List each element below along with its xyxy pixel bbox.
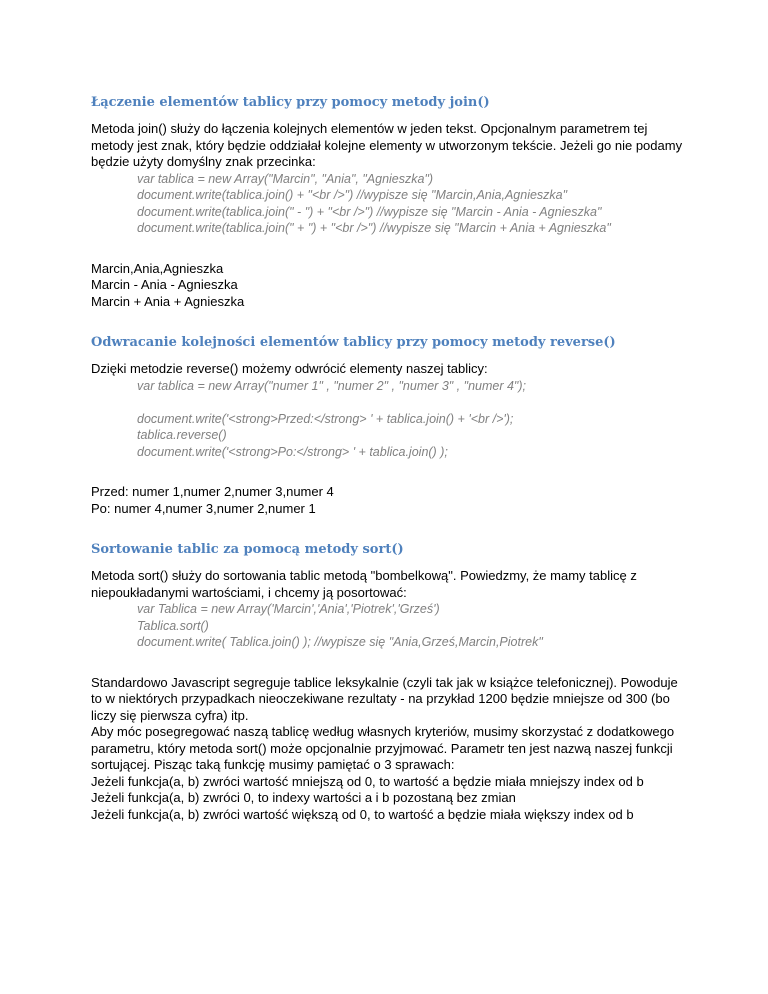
reverse-code-line-4: document.write('<strong>Po:</strong> ' + tablica.join() ); [137,444,448,459]
section-heading-sort: Sortowanie tablic za pomocą metody sort() [91,542,404,557]
document-page [91,94,691,823]
reverse-output-line-2: Po: numer 4,numer 3,numer 2,numer 1 [91,500,316,516]
sort-rule-2: Jeżeli funkcja(a, b) zwróci 0, to indexy wartości a i b pozostaną bez zmian [91,790,516,805]
join-output-line-1: Marcin,Ania,Agnieszka [91,260,224,276]
reverse-intro-paragraph: Dzięki metodzie reverse() możemy odwrócić elementy naszej tablicy: [91,361,488,376]
join-intro-paragraph: Metoda join() służy do łączenia kolejnych elementów w jeden tekst. Opcjonalnym parametrem tej metody jest znak, który będzie oddziałał kolejne elementy w utworzonym tekście. Jeżeli go nie podamy będzie użyty domyślny znak przecinka: [91,121,683,169]
sort-code-line-1: var Tablica = new Array('Marcin','Ania','Piotrek','Grześ') [137,602,440,616]
sort-intro-paragraph: Metoda sort() służy do sortowania tablic metodą "bombelkową". Powiedzmy, że mamy tablicę z niepoukładanymi wartościami, i chcemy ją posortować: [91,568,637,600]
sort-rule-1: Jeżeli funkcja(a, b) zwróci wartość mniejszą od 0, to wartość a będzie miała mniejszy index od b [91,773,644,789]
section-heading-reverse: Odwracanie kolejności elementów tablicy przy pomocy metody reverse() [91,335,616,350]
sort-code-line-3: document.write( Tablica.join() ); //wypisze się "Ania,Grześ,Marcin,Piotrek" [137,635,543,649]
sort-paragraph-lexical: Standardowo Javascript segreguje tablice leksykalnie (czyli tak jak w książce telefonicznej). Powoduje to w niektórych przypadkach nieoczekiwane rezultaty - na przykład 1200 będzie mniejsze od 300 (bo liczy się pierwsza cyfra) itp. [91,674,678,723]
join-code-line-2: document.write(tablica.join() + "<br />") //wypisze się "Marcin,Ania,Agnieszka" [137,188,568,202]
sort-code-line-2: Tablica.sort() [137,618,209,633]
join-code-line-1: var tablica = new Array("Marcin", "Ania", "Agnieszka") [137,171,434,186]
reverse-code-line-1: var tablica = new Array("numer 1" , "numer 2" , "numer 3" , "numer 4"); [137,378,526,393]
reverse-code-line-3: tablica.reverse() [137,428,227,442]
reverse-code-line-2: document.write('<strong>Przed:</strong> ' + tablica.join() + '<br />'); [137,411,514,426]
reverse-output-line-1: Przed: numer 1,numer 2,numer 3,numer 4 [91,484,334,499]
join-code-line-4: document.write(tablica.join(" + ") + "<br />") //wypisze się "Marcin + Ania + Agnieszka" [137,221,611,235]
section-heading-join: Łączenie elementów tablicy przy pomocy metody join() [91,95,490,110]
join-code-line-3: document.write(tablica.join(" - ") + "<br />") //wypisze się "Marcin - Ania - Agnieszka" [137,204,602,219]
sort-paragraph-custom: Aby móc posegregować naszą tablicę według własnych kryteriów, musimy skorzystać z dodatkowego parametru, który metoda sort() może opcjonalnie przyjmować. Parametr ten jest nazwą naszej funkcji sortującej. Pisząc taką funkcję musimy pamiętać o 3 sprawach: [91,724,675,772]
join-output-line-2: Marcin - Ania - Agnieszka [91,277,238,292]
join-output-line-3: Marcin + Ania + Agnieszka [91,293,245,309]
sort-rule-3: Jeżeli funkcja(a, b) zwróci wartość większą od 0, to wartość a będzie miała większy index od b [91,806,634,822]
